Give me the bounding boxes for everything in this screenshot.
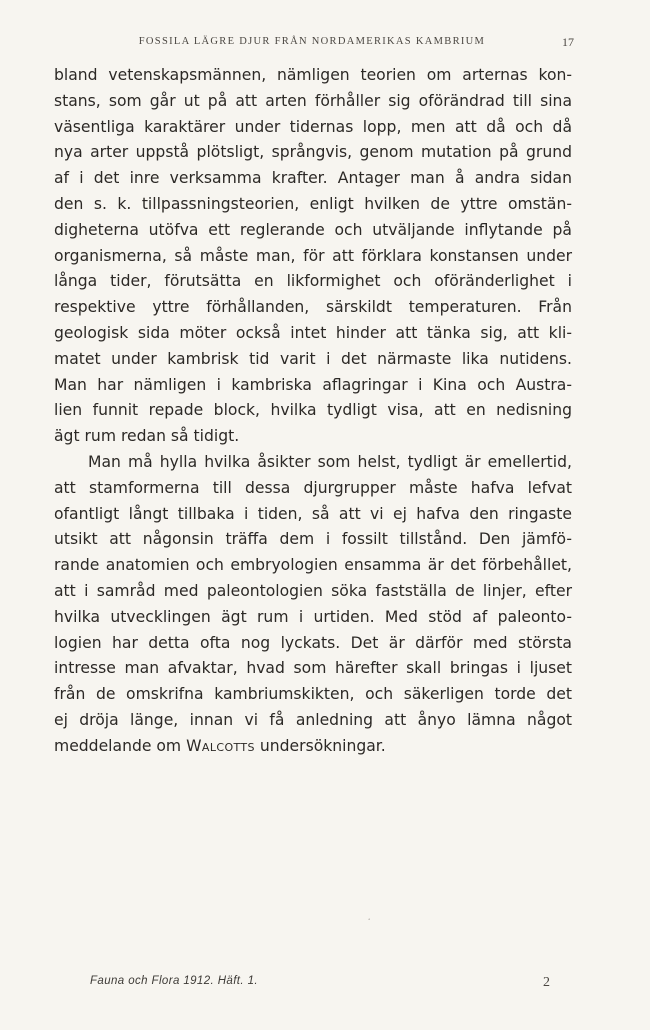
running-title: FOSSILA LÄGRE DJUR FRÅN NORDAMERIKAS KAMBRIUM (138, 36, 486, 47)
page-number: 17 (562, 35, 574, 49)
text-line: rande anatomien och embryologien ensamma är det förbehållet, (54, 556, 572, 575)
text-line: matet under kambrisk tid varit i det närmaste lika nutidens. (54, 349, 572, 368)
text-line: respektive yttre förhållanden, särskildt temperaturen. Från (54, 298, 572, 317)
text-line: geologisk sida möter också intet hinder att tänka sig, att kli- (54, 323, 572, 342)
print-speck: ‘ (368, 917, 371, 925)
running-header (52, 36, 572, 52)
author-name: Walcotts (186, 736, 255, 755)
sheet-number: 2 (543, 975, 550, 990)
text-line: digheterna utöfva ett reglerande och utväljande inflytande på (54, 220, 572, 239)
text-line: bland vetenskapsmännen, nämligen teorien om arternas kon- (54, 66, 572, 84)
text-line: långa tider, förutsätta en likformighet och oföränderlighet i (54, 272, 572, 291)
text-line: organismerna, så måste man, för att förklara konstansen under (54, 246, 572, 265)
text-line: intresse man afvaktar, hvad som härefter skall bringas i ljuset (54, 659, 572, 678)
sheet-signature-footer (90, 975, 550, 991)
text-line: väsentliga karaktärer under tidernas lopp, men att då och då (54, 117, 572, 136)
text-line: att stamformerna till dessa djurgrupper måste hafva lefvat (54, 478, 572, 497)
text-fragment: meddelande om (54, 736, 187, 755)
text-line: nya arter uppstå plötsligt, språngvis, genom mutation på grund (54, 143, 572, 162)
text-line: den s. k. tillpassningsteorien, enligt hvilken de yttre omstän- (54, 194, 572, 213)
text-line: Man har nämligen i kambriska aflagringar i Kina och Austra- (54, 375, 572, 394)
text-line: logien har detta ofta nog lyckats. Det är därför med största (54, 633, 572, 652)
signature-mark: Fauna och Flora 1912. Häft. 1. (90, 975, 258, 987)
text-line-final (54, 734, 572, 760)
text-line: utsikt att någonsin träffa dem i fossilt tillstånd. Den jämfö- (54, 530, 572, 549)
text-line: lien funnit repade block, hvilka tydligt visa, att en nedisning (54, 401, 572, 420)
text-line: ofantligt långt tillbaka i tiden, så att vi ej hafva den ringaste (54, 504, 572, 523)
text-line: från de omskrifna kambriumskikten, och säkerligen torde det (54, 685, 572, 704)
text-line: Man må hylla hvilka åsikter som helst, tydligt är emellertid, (88, 452, 572, 471)
text-line: hvilka utvecklingen ägt rum i urtiden. Med stöd af paleonto- (54, 607, 572, 626)
text-line: att i samråd med paleontologien söka fastställa de linjer, efter (54, 581, 572, 600)
text-line: ägt rum redan så tidigt. (54, 427, 240, 446)
text-line: af i det inre verksamma krafter. Antager man å andra sidan (54, 169, 572, 188)
text-line: stans, som går ut på att arten förhåller sig oförändrad till sina (54, 91, 572, 110)
body-text (54, 63, 572, 760)
text-fragment: undersökningar. (254, 736, 386, 755)
text-line: ej dröja länge, innan vi få anledning att ånyo lämna något (54, 710, 572, 729)
